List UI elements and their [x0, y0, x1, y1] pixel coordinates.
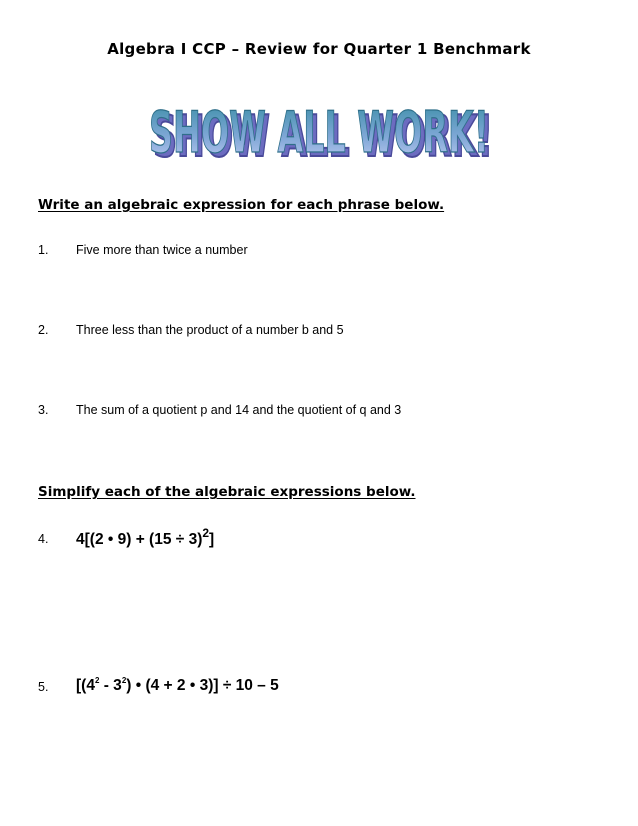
expr5-part-c: ) • (4 + 2 • 3)] ÷ 10 – 5	[126, 677, 279, 694]
banner-shadow: SHOW ALL WORK!	[152, 104, 493, 170]
problem-3-number: 3.	[38, 403, 49, 417]
expr4-part-a: 4[(2 • 9) + (15 ÷ 3)	[76, 531, 203, 548]
section-heading-simplify: Simplify each of the algebraic expressions below.	[38, 484, 416, 500]
page-title: Algebra I CCP – Review for Quarter 1 Benchmark	[107, 40, 531, 58]
expr4-part-b: ]	[209, 531, 215, 548]
expr5-exponent-b: 2	[121, 676, 127, 685]
problem-5-expression	[76, 677, 279, 695]
problem-4-number: 4.	[38, 532, 49, 546]
problem-4-expression	[76, 526, 215, 549]
problem-2-text: Three less than the product of a number b and 5	[76, 323, 344, 337]
show-all-work-banner	[140, 90, 500, 170]
problem-1-number: 1.	[38, 243, 49, 257]
expr5-part-b: - 3	[99, 677, 122, 694]
problem-5-number: 5.	[38, 680, 49, 694]
section-heading-expressions: Write an algebraic expression for each phrase below.	[38, 197, 445, 213]
expr4-exponent: 2	[202, 526, 210, 540]
expr5-exponent-a: 2	[94, 676, 100, 685]
problem-1-text: Five more than twice a number	[76, 243, 248, 257]
banner-text: SHOW ALL WORK!	[149, 100, 490, 167]
expr5-part-a: [(4	[76, 677, 95, 694]
problem-3-text: The sum of a quotient p and 14 and the quotient of q and 3	[76, 403, 402, 417]
problem-2-number: 2.	[38, 323, 49, 337]
